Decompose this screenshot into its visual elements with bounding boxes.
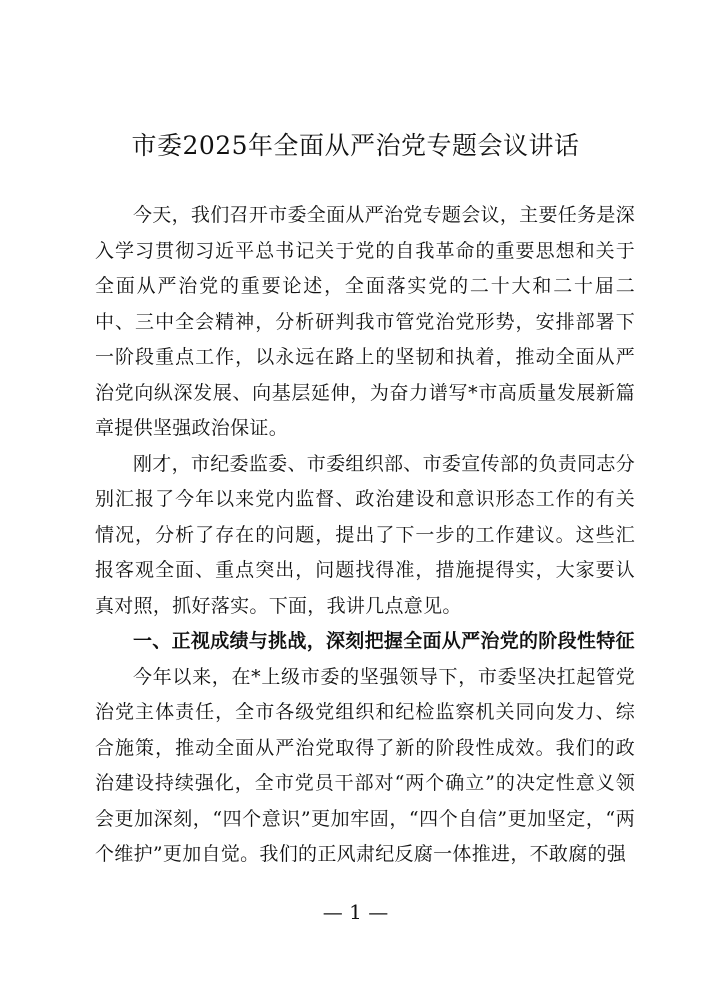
page-number: — 1 — <box>322 900 389 924</box>
paragraph-opening: 今天，我们召开市委全面从严治党专题会议，主要任务是深入学习贯彻习近平总书记关于党的自我革命的重要思想和关于全面从严治党的重要论述，全面落实党的二十大和二十届二中、三中全会精神，分析研判我市管党治党形势，安排部署下一阶段重点工作，以永远在路上的坚韧和执着，推动全面从严治党向纵深发展、向基层延伸，为奋力谱写*市高质量发展新篇章提供坚强政治保证。 <box>95 204 635 439</box>
paragraph-reports: 刚才，市纪委监委、市委组织部、市委宣传部的负责同志分别汇报了今年以来党内监督、政治建设和意识形态工作的有关情况，分析了存在的问题，提出了下一步的工作建议。这些汇报客观全面、重点突出，问题找得准，措施提得实，大家要认真对照，抓好落实。下面，我讲几点意见。 <box>95 452 635 617</box>
document-body <box>95 198 635 873</box>
document-title: 市委2025年全面从严治党专题会议讲话 <box>131 131 580 160</box>
paragraph-section-1: 今年以来，在*上级市委的坚强领导下，市委坚决扛起管党治党主体责任，全市各级党组织和纪检监察机关同向发力、综合施策，推动全面从严治党取得了新的阶段性成效。我们的政治建设持续强化，全市党员干部对“两个确立”的决定性意义领会更加深刻，“四个意识”更加牢固，“四个自信”更加坚定，“两个维护”更加自觉。我们的正风肃纪反腐一体推进，不敢腐的强 <box>95 665 635 865</box>
section-heading-1: 一、正视成绩与挑战，深刻把握全面从严治党的阶段性特征 <box>133 630 635 652</box>
